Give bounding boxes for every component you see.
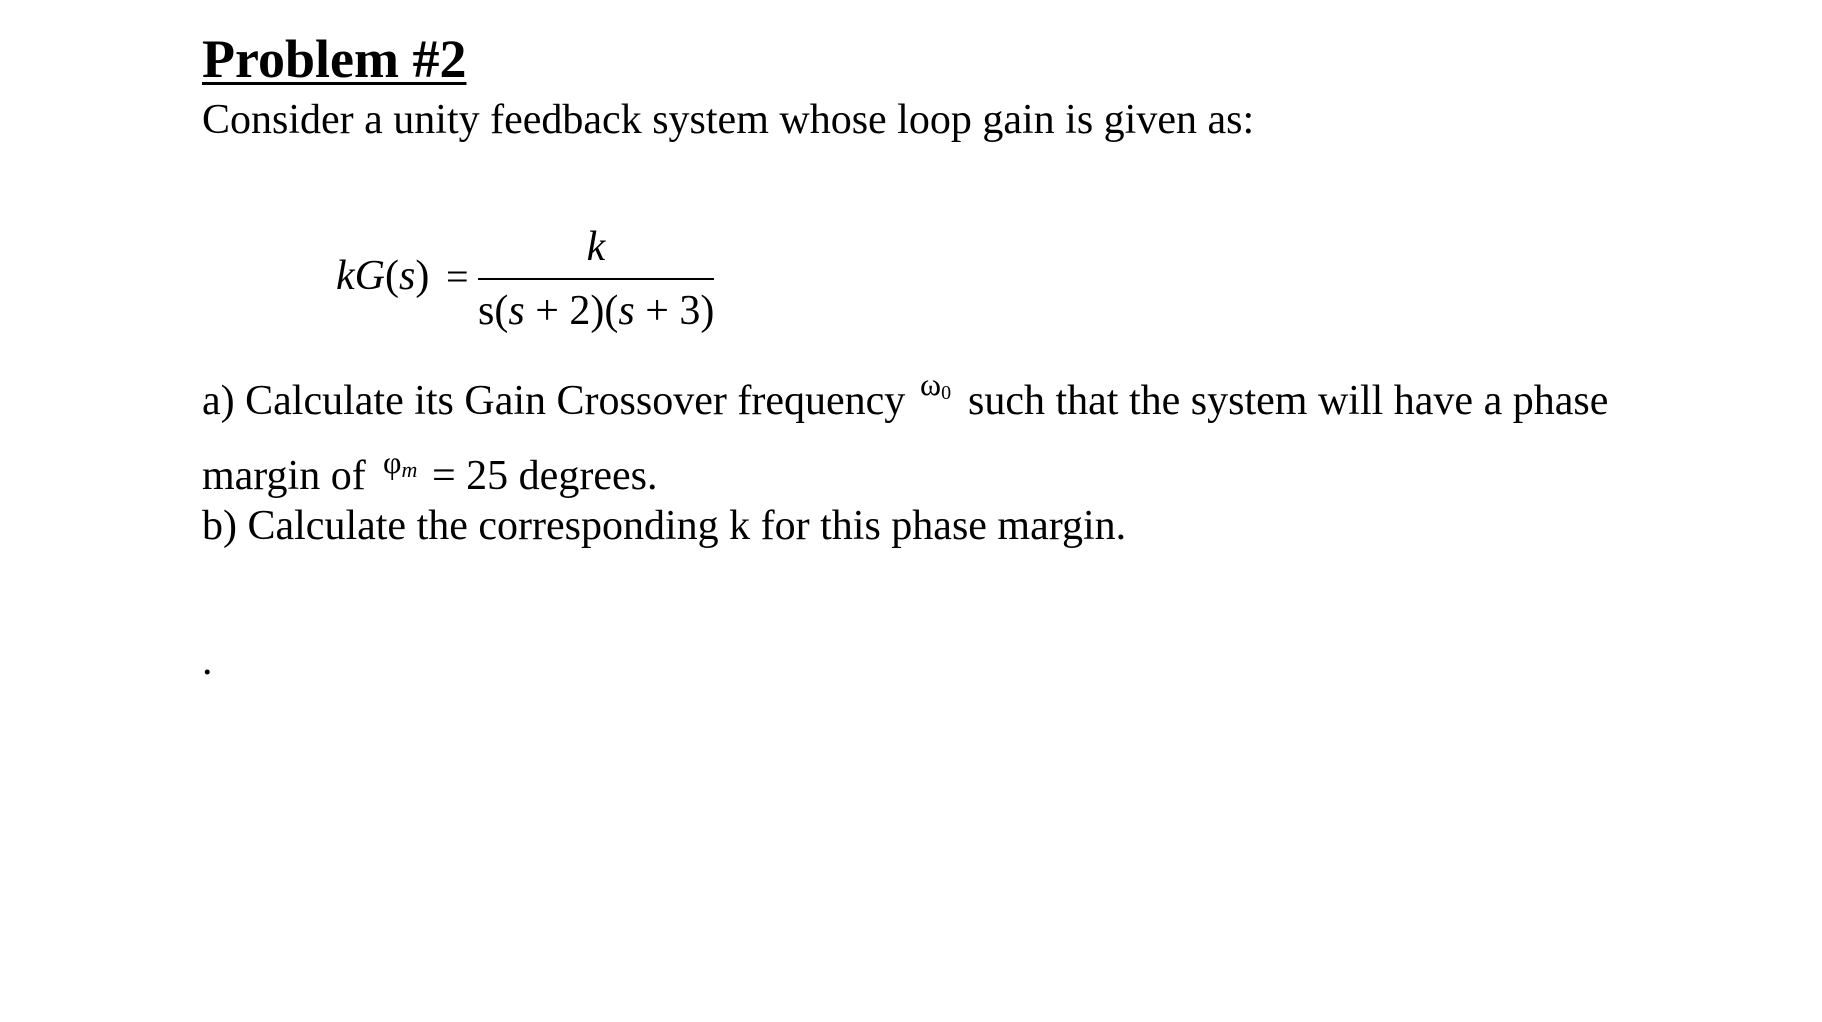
equation-numerator: k [586, 224, 606, 270]
trailing-dot: . [202, 638, 213, 684]
equation-equals: = [446, 254, 469, 299]
equation-lhs-open: ( [385, 253, 399, 299]
equation-denominator [478, 290, 714, 332]
den-plus2: + 2)( [524, 288, 619, 334]
problem-intro: Consider a unity feedback system whose loop gain is given as: [202, 97, 1255, 143]
equation-lhs [336, 255, 429, 297]
part-b-text: b) Calculate the corresponding k for this phase margin. [202, 503, 1127, 549]
omega-subscript: 0 [941, 382, 952, 404]
den-s: s( [478, 288, 509, 334]
omega-zero-symbol [920, 366, 952, 404]
part-a-line1-end: such that the system will have a phase [968, 378, 1609, 424]
den-s1: s [508, 288, 525, 334]
problem-title: Problem #2 [202, 29, 467, 89]
den-plus3: + 3) [634, 288, 715, 334]
phi-subscript: m [401, 457, 418, 482]
part-a-line2-end: = 25 degrees. [432, 453, 658, 499]
equation-lhs-g: G [354, 253, 385, 299]
equation-lhs-close: ) [415, 253, 430, 299]
equation-lhs-s: s [399, 253, 416, 299]
part-a-line2-start: margin of [202, 453, 366, 499]
phi-m-symbol [383, 444, 418, 482]
den-s2: s [618, 288, 635, 334]
phi-symbol: φ [383, 444, 402, 480]
fraction-bar [478, 278, 714, 280]
equation-lhs-k: k [336, 253, 355, 299]
omega-symbol: ω [920, 366, 942, 402]
part-a-line1-start: a) Calculate its Gain Crossover frequency [202, 378, 906, 424]
